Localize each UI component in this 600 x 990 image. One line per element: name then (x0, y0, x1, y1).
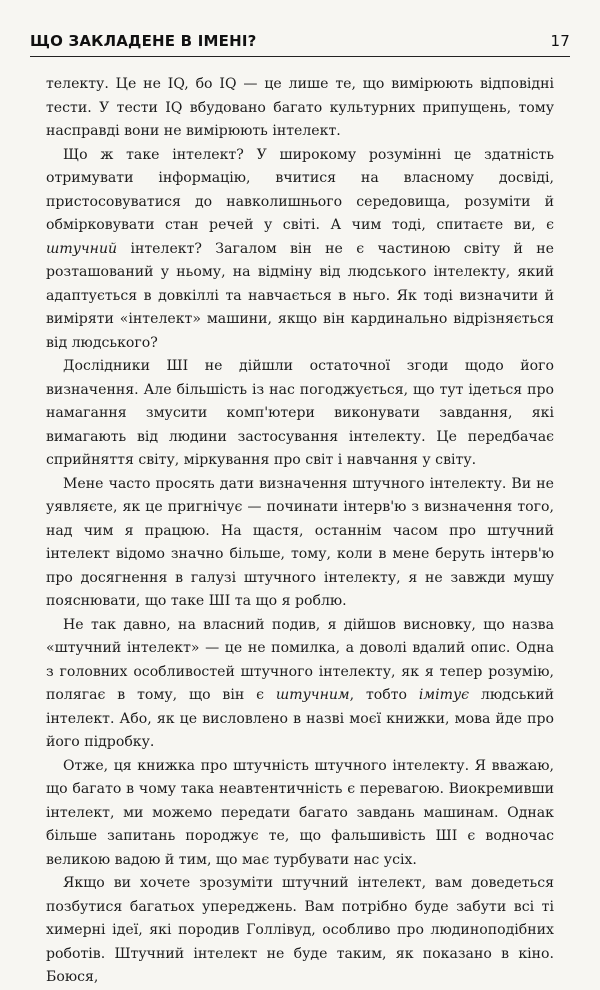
paragraph: Отже, ця книжка про штучність штучного інтелекту. Я вважаю, що багато в чому така неавтентичність є перевагою. Виокремивши інтелект, ми можемо передати багато завдань машинам. Однак більше запитань породжує те, що фальшивість ШІ є водночас великою вадою й тим, що має турбувати нас усіх. (46, 757, 554, 868)
paragraph-continued: телекту. Це не IQ, бо IQ — це лише те, що вимірюють відповідні тести. У тести IQ вбудовано багато культурних припущень, тому насправді вони не вимірюють інтелект. (46, 76, 554, 139)
paragraph: Мене часто просять дати визначення штучного інтелекту. Ви не уявляєте, як це пригнічує — починати інтерв'ю з визначення того, над чим я працюю. На щастя, останнім часом про штучний інтелект відомо значно більше, тому, коли в мене беруть інтерв'ю про досягнення в галузі штучного інтелекту, я не завжди мушу пояснювати, що таке ШІ та що я роблю. (46, 475, 554, 609)
header-rule (30, 56, 570, 57)
running-header (30, 32, 570, 50)
page-number: 17 (550, 32, 570, 50)
paragraph: Не так давно, на власний подив, я дійшов висновку, що назва «штучний інтелект» — це не помилка, а доволі вдалий опис. Одна з головних особливостей штучного інтелекту, як я тепер розумію, полягає в тому, що він є штучним, тобто імітує людський інтелект. Або, як це висловлено в назві моєї книжки, мова йде про його підробку. (46, 616, 554, 750)
body-text (46, 73, 554, 990)
paragraph: Якщо ви хочете зрозуміти штучний інтелект, вам доведеться позбутися багатьох упереджень. Вам потрібно буде забути всі ті химерні ідеї, які породив Голлівуд, особливо про людиноподібних роботів. Штучний інтелект не буде таким, як показано в кіно. Боюся, (46, 875, 554, 985)
chapter-title: ЩО ЗАКЛАДЕНЕ В ІМЕНІ? (30, 32, 257, 50)
paragraph: Дослідники ШІ не дійшли остаточної згоди щодо його визначення. Але більшість із нас погоджується, що тут ідеться про намагання змусити комп'ютери виконувати завдання, які вимагають від людини застосування інтелекту. Це передбачає сприйняття світу, міркування про світ і навчання у світу. (46, 358, 554, 468)
paragraph: Що ж таке інтелект? У широкому розумінні це здатність отримувати інформацію, вчитися на власному досвіді, пристосовуватися до навколишнього середовища, розуміти й обмірковувати стан речей у світі. А чим тоді, спитаєте ви, є штучний інтелект? Загалом він не є частиною світу й не розташований у ньому, на відміну від людського інтелекту, який адаптується в довкіллі та навчається в ньго. Як тоді визначити й виміряти «інтелект» машини, якщо він кардинально відрізняється від людського? (46, 146, 554, 351)
